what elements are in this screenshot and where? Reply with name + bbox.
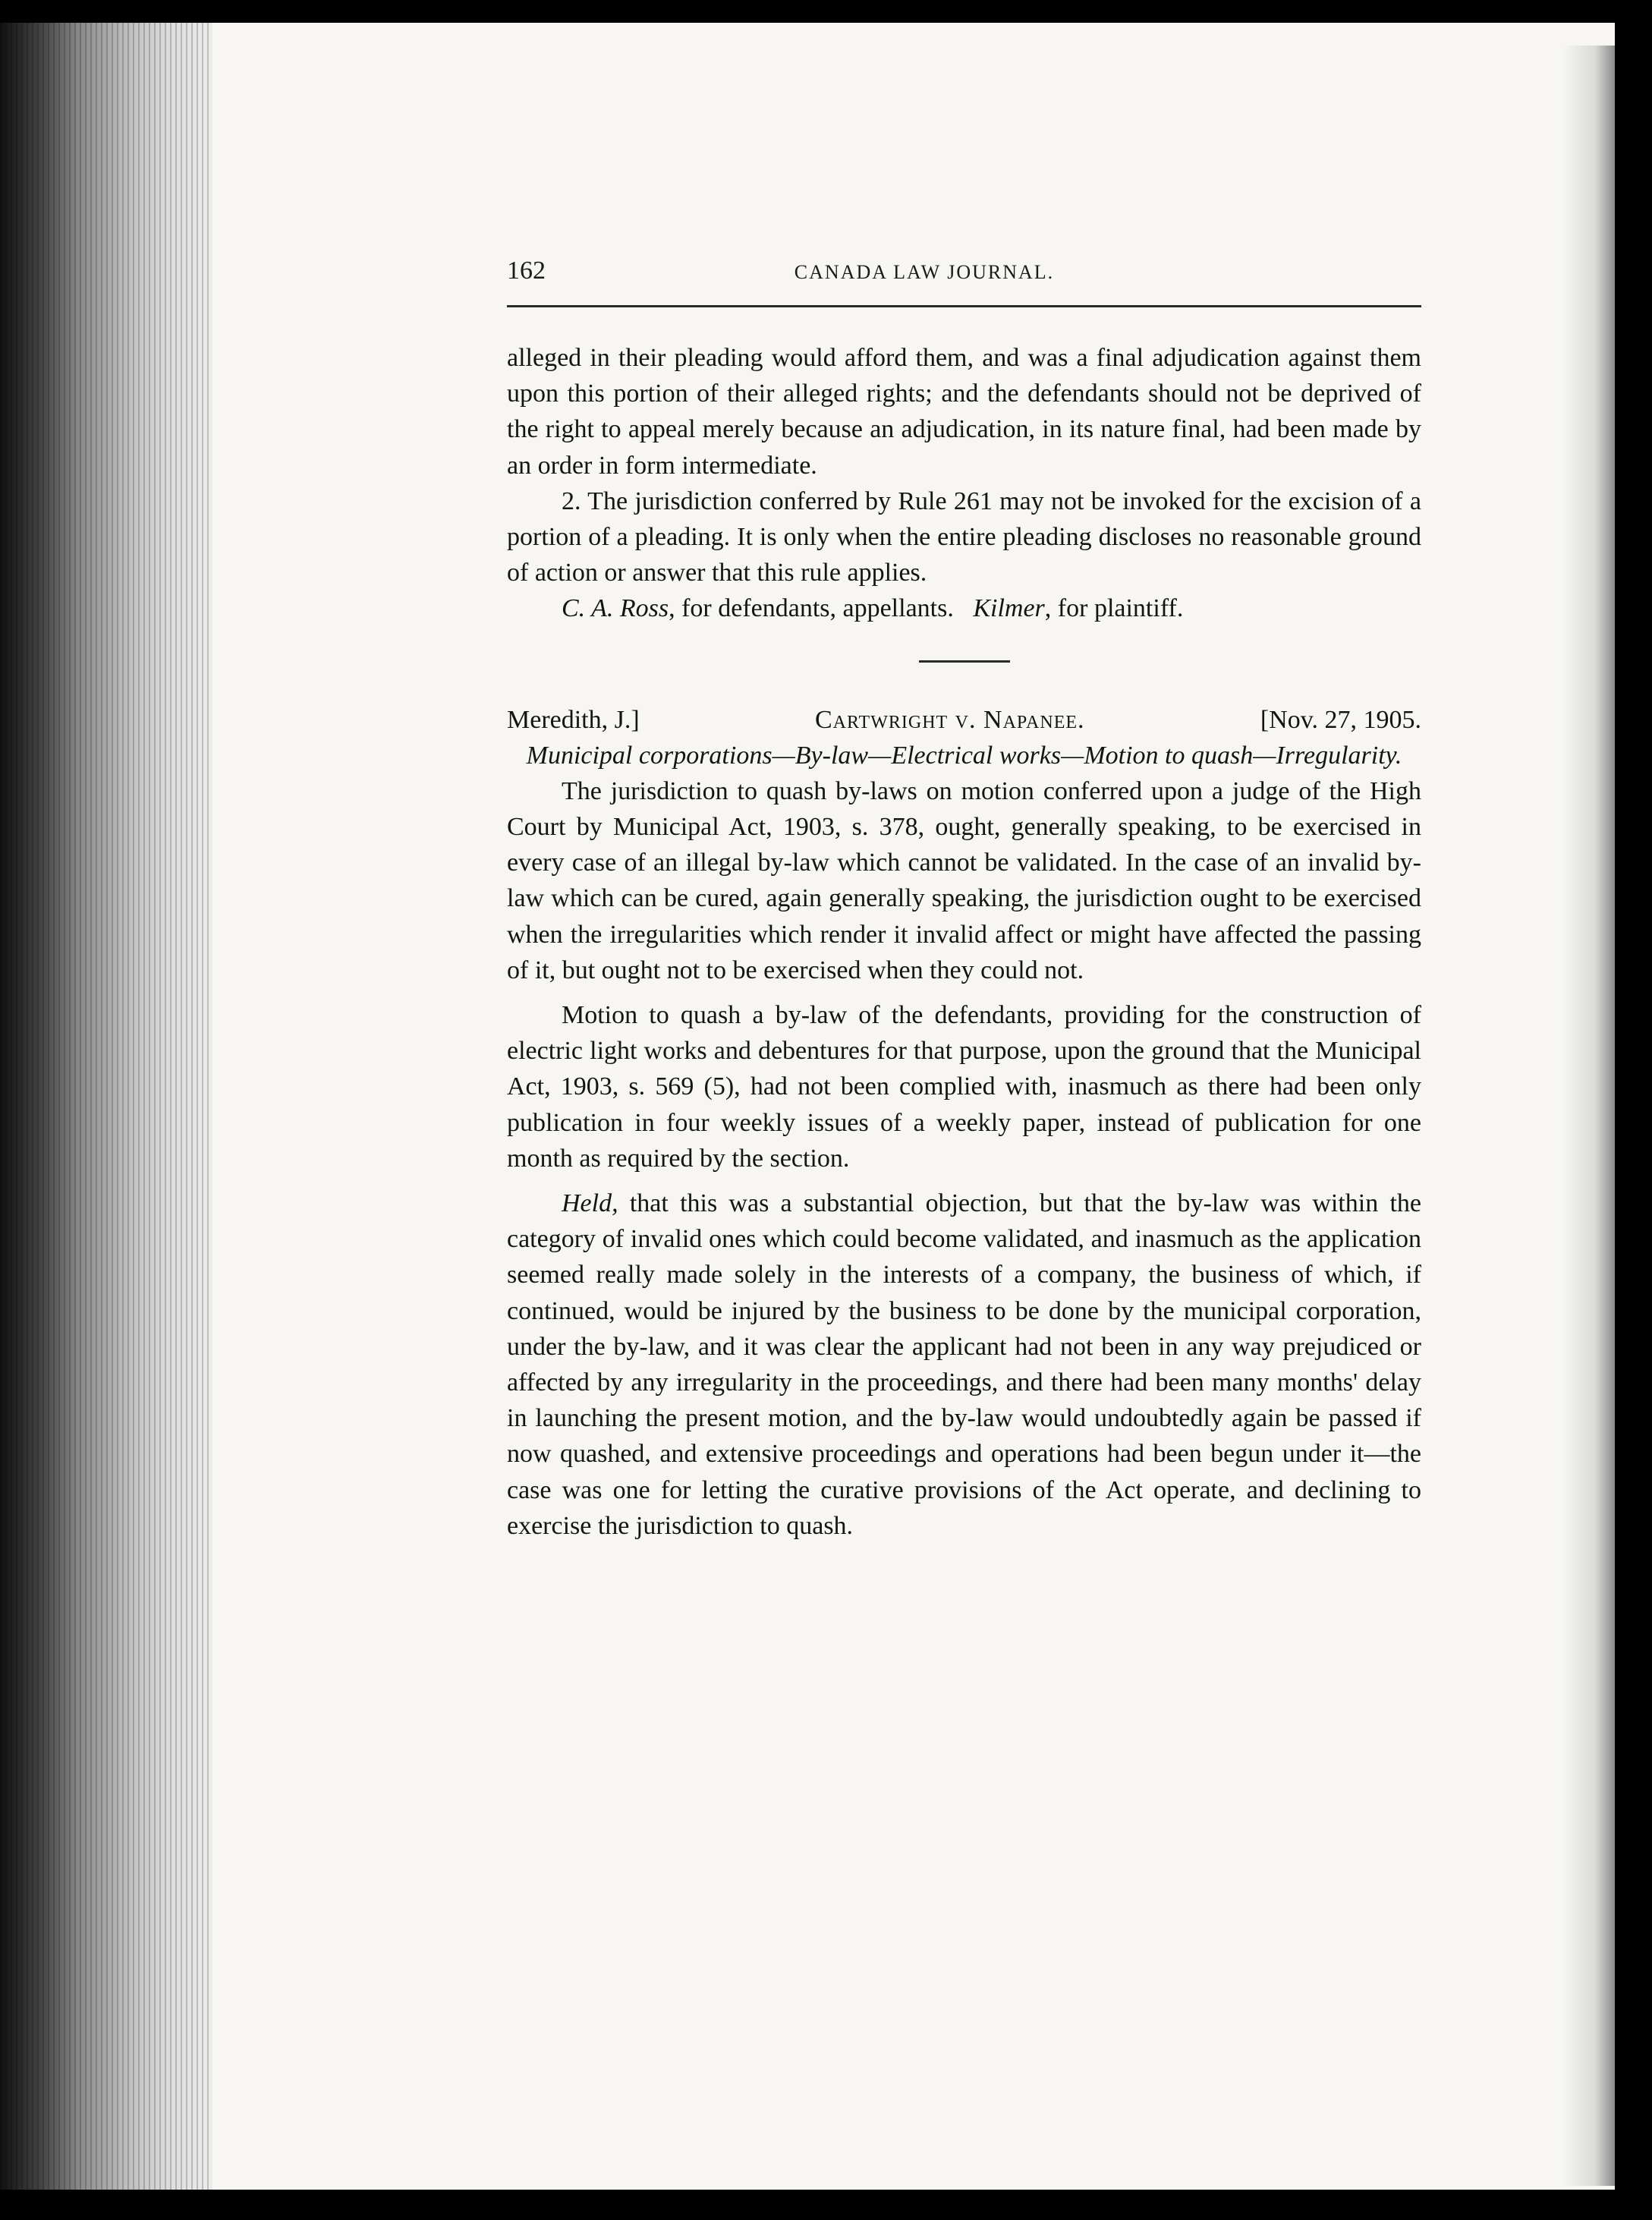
paragraph-headnote: The jurisdiction to quash by-laws on motion conferred upon a judge of the High Court by Municipal Act, 1903, s. 378, ought, generally speaking, to be exercised in every case of an illegal by-law which cannot be validated. In the case of an invalid by-law which can be cured, again generally speaking, the jurisdiction ought to be exercised when the irregularities which render it invalid affect or might have affected the passing of it, but ought not to be exercised when they could not. bbox=[507, 776, 1421, 984]
page-header bbox=[507, 257, 1421, 302]
counsel-role-2: , for plaintiff. bbox=[1044, 594, 1184, 623]
paragraph-rule-261: 2. The jurisdiction conferred by Rule 261 may not be invoked for the excision of a portion of a pleading. It is only when the entire pleading discloses no reasonable ground of action or answer that this rule applies. bbox=[507, 487, 1421, 587]
case-judge: Meredith, J.] bbox=[507, 705, 640, 734]
case-heading bbox=[507, 702, 1421, 738]
paragraph-motion: Motion to quash a by-law of the defendants, providing for the construction of electric light works and debentures for that purpose, upon the ground that the Municipal Act, 1903, s. 569 (5), had not been complied with, inasmuch as there had been only publication in four weekly issues of a weekly paper, instead of publication for one month as required by the section. bbox=[507, 1001, 1421, 1173]
counsel-line bbox=[507, 590, 1421, 626]
paragraph-held bbox=[507, 1186, 1421, 1544]
page-edge-shadow bbox=[1563, 46, 1616, 2186]
held-text: that this was a substantial objection, but that the by-law was within the category of invalid ones which could become validated, and inasmuch as the application seemed really made solely in the interests of a company, the business of which, if continued, would be injured by the business to be done by the municipal corporation, under the by-law, and it was clear the applicant had not been in any way prejudiced or affected by any irregularity in the proceedings, and there had been many months' delay in launching the present motion, and the by-law would undoubtedly again be passed if now quashed, and extensive proceedings and operations had been begun under it—the case was one for letting the curative provisions of the Act operate, and declining to exercise the jurisdiction to quash. bbox=[507, 1189, 1421, 1540]
article-body bbox=[507, 340, 1421, 1544]
counsel-name-2: Kilmer bbox=[973, 594, 1045, 623]
scan-border-right bbox=[1615, 0, 1652, 2220]
paragraph-continued: alleged in their pleading would afford them, and was a final adjudication against them upon this portion of their alleged rights; and the defendants should not be deprived of the right to appeal merely because an adjudication, in its nature final, had been made by an order in form intermediate. bbox=[507, 344, 1421, 480]
section-divider bbox=[919, 660, 1010, 663]
case-catchwords: Municipal corporations—By-law—Electrical works—Motion to quash—Irregularity. bbox=[526, 741, 1402, 770]
held-lead: Held, bbox=[562, 1189, 618, 1218]
running-head: CANADA LAW JOURNAL. bbox=[794, 261, 1055, 283]
scan-border-bottom bbox=[0, 2190, 1652, 2220]
counsel-name-1: C. A. Ross bbox=[562, 594, 669, 623]
header-rule bbox=[507, 305, 1421, 307]
case-date: [Nov. 27, 1905. bbox=[1260, 705, 1421, 734]
book-gutter bbox=[0, 23, 228, 2197]
page-number: 162 bbox=[507, 257, 546, 285]
case-title: Cartwright v. Napanee. bbox=[814, 705, 1085, 734]
counsel-role-1: , for defendants, appellants. bbox=[669, 594, 954, 623]
